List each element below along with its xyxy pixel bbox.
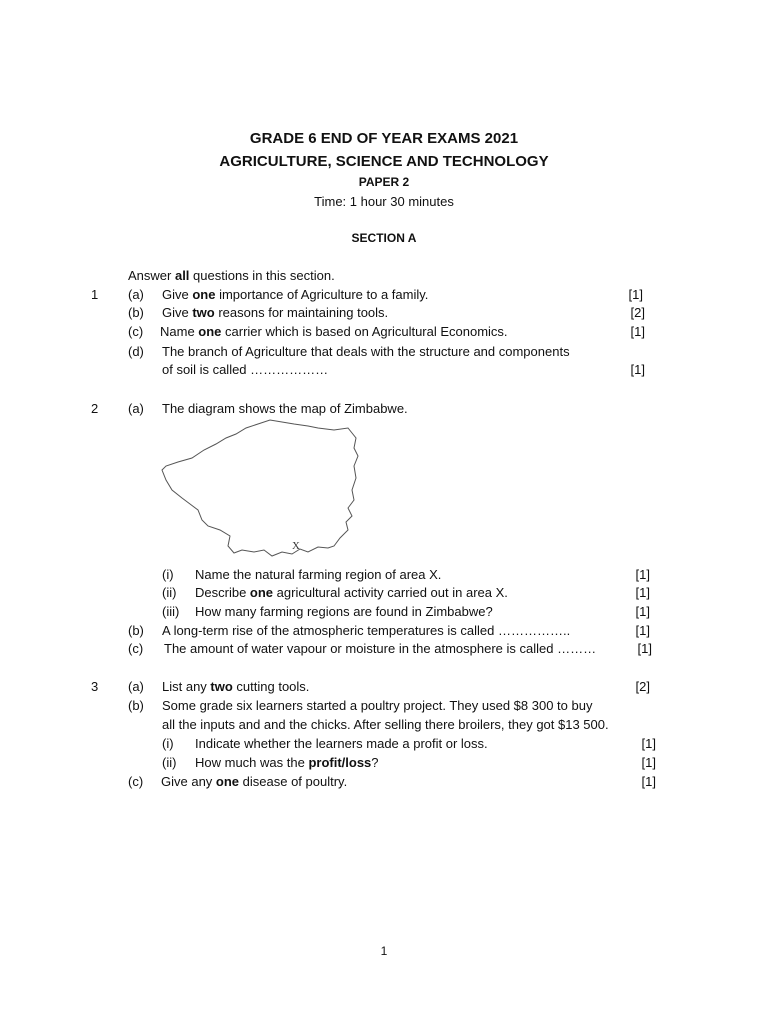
q2b-label: (b): [128, 623, 144, 638]
paper-label: PAPER 2: [358, 175, 410, 189]
q2aii-text: Describe one agricultural activity carried out in area X.: [195, 585, 508, 600]
q3bi-mark: [1]: [641, 736, 656, 751]
q3bii-label: (ii): [162, 755, 177, 770]
q1a-label: (a): [128, 287, 144, 302]
q2ai-label: (i): [162, 567, 174, 582]
subject-title: AGRICULTURE, SCIENCE AND TECHNOLOGY: [219, 153, 549, 170]
q1a-text: Give one importance of Agriculture to a family.: [162, 287, 429, 302]
map-area-x-label: X: [292, 540, 300, 552]
q2aiii-mark: [1]: [635, 604, 650, 619]
q3c-mark: [1]: [641, 774, 656, 789]
q1c-text: Name one carrier which is based on Agricultural Economics.: [160, 324, 508, 339]
q2c-text: The amount of water vapour or moisture in the atmosphere is called ………: [164, 641, 597, 656]
q1c-label: (c): [128, 324, 144, 339]
q2a-text: The diagram shows the map of Zimbabwe.: [162, 401, 408, 416]
q3a-label: (a): [128, 679, 144, 694]
q2ai-mark: [1]: [635, 567, 650, 582]
q2c-label: (c): [128, 641, 144, 656]
instruction: Answer all questions in this section.: [128, 268, 335, 283]
q3b-text-line1: Some grade six learners started a poultry project. They used $8 300 to buy: [162, 698, 593, 713]
q1a-mark: [1]: [628, 287, 643, 302]
time-allowed: Time: 1 hour 30 minutes: [314, 194, 454, 209]
q3bi-label: (i): [162, 736, 174, 751]
q2aii-mark: [1]: [635, 585, 650, 600]
page-number: 1: [380, 944, 388, 958]
question-1-number: 1: [91, 287, 99, 302]
q3bi-text: Indicate whether the learners made a profit or loss.: [195, 736, 488, 751]
q1b-label: (b): [128, 305, 144, 320]
q1d-text-line2: of soil is called ………………: [162, 362, 329, 377]
question-3-number: 3: [91, 679, 99, 694]
question-2-number: 2: [91, 401, 99, 416]
q1c-mark: [1]: [630, 324, 645, 339]
q3bii-mark: [1]: [641, 755, 656, 770]
q2aiii-label: (iii): [162, 604, 180, 619]
q3c-label: (c): [128, 774, 144, 789]
q2ai-text: Name the natural farming region of area X.: [195, 567, 442, 582]
zimbabwe-map: [158, 416, 363, 561]
zimbabwe-outline: [162, 420, 358, 556]
q3a-text: List any two cutting tools.: [162, 679, 310, 694]
section-heading: SECTION A: [351, 231, 417, 245]
q2aii-label: (ii): [162, 585, 177, 600]
q1b-mark: [2]: [630, 305, 645, 320]
q2aiii-text: How many farming regions are found in Zimbabwe?: [195, 604, 493, 619]
q3c-text: Give any one disease of poultry.: [161, 774, 348, 789]
q1d-mark: [1]: [630, 362, 645, 377]
q1d-text-line1: The branch of Agriculture that deals with the structure and components: [162, 344, 570, 359]
exam-title: GRADE 6 END OF YEAR EXAMS 2021: [249, 130, 519, 147]
q3b-label: (b): [128, 698, 144, 713]
q3bii-text: How much was the profit/loss?: [195, 755, 379, 770]
q3b-text-line2: all the inputs and and the chicks. After selling there broilers, they got $13 500.: [162, 717, 609, 732]
q2b-mark: [1]: [635, 623, 650, 638]
q2b-text: A long-term rise of the atmospheric temperatures is called ……………..: [162, 623, 571, 638]
q2c-mark: [1]: [637, 641, 652, 656]
q1d-label: (d): [128, 344, 144, 359]
q1b-text: Give two reasons for maintaining tools.: [162, 305, 389, 320]
q2a-label: (a): [128, 401, 144, 416]
q3a-mark: [2]: [635, 679, 650, 694]
